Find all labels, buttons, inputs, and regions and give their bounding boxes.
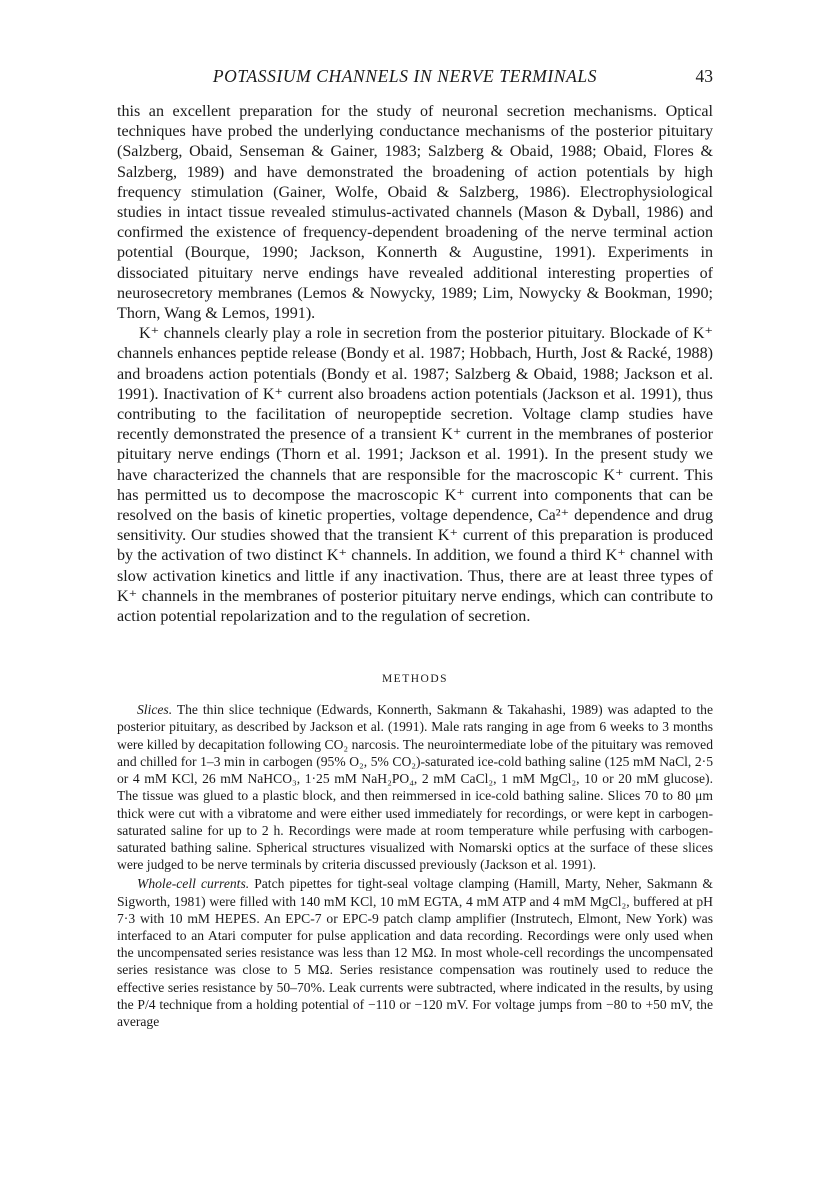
methods-whole-cell-paragraph xyxy=(117,875,713,1030)
slices-text: The thin slice technique (Edwards, Konnerth, Sakmann & Takahashi, 1989) was adapted to the posterior pituitary, as described by Jackson et al. (1991). Male rats ranging in age from 6 weeks to 3 months were killed by decapitation following CO₂ narcosis. The neurointermediate lobe of the pituitary was removed and chilled for 1–3 min in carbogen (95% O₂, 5% CO₂)-saturated ice-cold bathing saline (125 mM NaCl, 2·5 or 4 mM KCl, 26 mM NaHCO₃, 1·25 mM NaH₂PO₄, 2 mM CaCl₂, 1 mM MgCl₂, 10 or 20 mM glucose). The tissue was glued to a plastic block, and then reimmersed in ice-cold bathing saline. Slices 70 to 80 μm thick were cut with a vibratome and were either used immediately for recordings, or were kept in carbogen-saturated saline for up to 2 h. Recordings were made at room temperature while perfusing with carbogen-saturated bathing saline. Spherical structures visualized with Nomarski optics at the surface of these slices were judged to be nerve terminals by criteria discussed previously (Jackson et al. 1991). xyxy=(117,702,713,873)
journal-page xyxy=(117,66,713,1030)
whole-cell-lead: Whole-cell currents. xyxy=(137,876,250,892)
running-head xyxy=(117,66,713,92)
methods-slices-paragraph xyxy=(117,701,713,873)
slices-lead: Slices. xyxy=(137,702,173,718)
page-number: 43 xyxy=(695,66,713,86)
methods-heading: METHODS xyxy=(381,673,449,686)
intro-paragraph-continued: this an excellent preparation for the study of neuronal secretion mechanisms. Optical techniques have probed the underlying conductance mechanisms of the posterior pituitary (Salzberg, Obaid, Senseman & Gainer, 1983; Salzberg & Obaid, 1988; Obaid, Flores & Salzberg, 1989) and have demonstrated the broadening of action potentials by high frequency stimulation (Gainer, Wolfe, Obaid & Salzberg, 1986). Electrophysiological studies in intact tissue revealed stimulus-activated channels (Mason & Dyball, 1986) and confirmed the existence of frequency-dependent broadening of the nerve terminal action potential (Bourque, 1990; Jackson, Konnerth & Augustine, 1991). Experiments in dissociated pituitary nerve endings have revealed additional interesting properties of neurosecretory membranes (Lemos & Nowycky, 1989; Lim, Nowycky & Bookman, 1990; Thorn, Wang & Lemos, 1991). xyxy=(117,103,713,323)
running-title: POTASSIUM CHANNELS IN NERVE TERMINALS xyxy=(212,66,598,86)
intro-paragraph-k-channels: K⁺ channels clearly play a role in secretion from the posterior pituitary. Blockade of K⁺ channels enhances peptide release (Bondy et al. 1987; Hobbach, Hurth, Jost & Racké, 1988) and broadens action potentials (Bondy et al. 1987; Salzberg & Obaid, 1988; Jackson et al. 1991). Inactivation of K⁺ current also broadens action potentials (Jackson et al. 1991), thus contributing to the facilitation of neuropeptide secretion. Voltage clamp studies have recently demonstrated the presence of a transient K⁺ current in the membranes of posterior pituitary nerve endings (Thorn et al. 1991; Jackson et al. 1991). In the present study we have characterized the channels that are responsible for the macroscopic K⁺ current. This has permitted us to decompose the macroscopic K⁺ current into components that can be resolved on the basis of kinetic properties, voltage dependence, Ca²⁺ dependence and drug sensitivity. Our studies showed that the transient K⁺ current of this preparation is produced by the activation of two distinct K⁺ channels. In addition, we found a third K⁺ channel with slow activation kinetics and little if any inactivation. Thus, there are at least three types of K⁺ channels in the membranes of posterior pituitary nerve endings, which can contribute to action potential repolarization and to the regulation of secretion. xyxy=(117,325,713,626)
whole-cell-text: Patch pipettes for tight-seal voltage clamping (Hamill, Marty, Neher, Sakmann & Sigworth, 1981) were filled with 140 mM KCl, 10 mM EGTA, 4 mM ATP and 4 mM MgCl₂, buffered at pH 7·3 with 10 mM HEPES. An EPC-7 or EPC-9 patch clamp amplifier (Instrutech, Elmont, New York) was interfaced to an Atari computer for pulse application and data recording. Recordings were only used when the uncompensated series resistance was less than 12 MΩ. In most whole-cell recordings the uncompensated series resistance was close to 5 MΩ. Series resistance compensation was routinely used to reduce the effective series resistance by 50–70%. Leak currents were subtracted, where indicated in the results, by using the P/4 technique from a holding potential of −110 or −120 mV. For voltage jumps from −80 to +50 mV, the average xyxy=(117,876,713,1029)
